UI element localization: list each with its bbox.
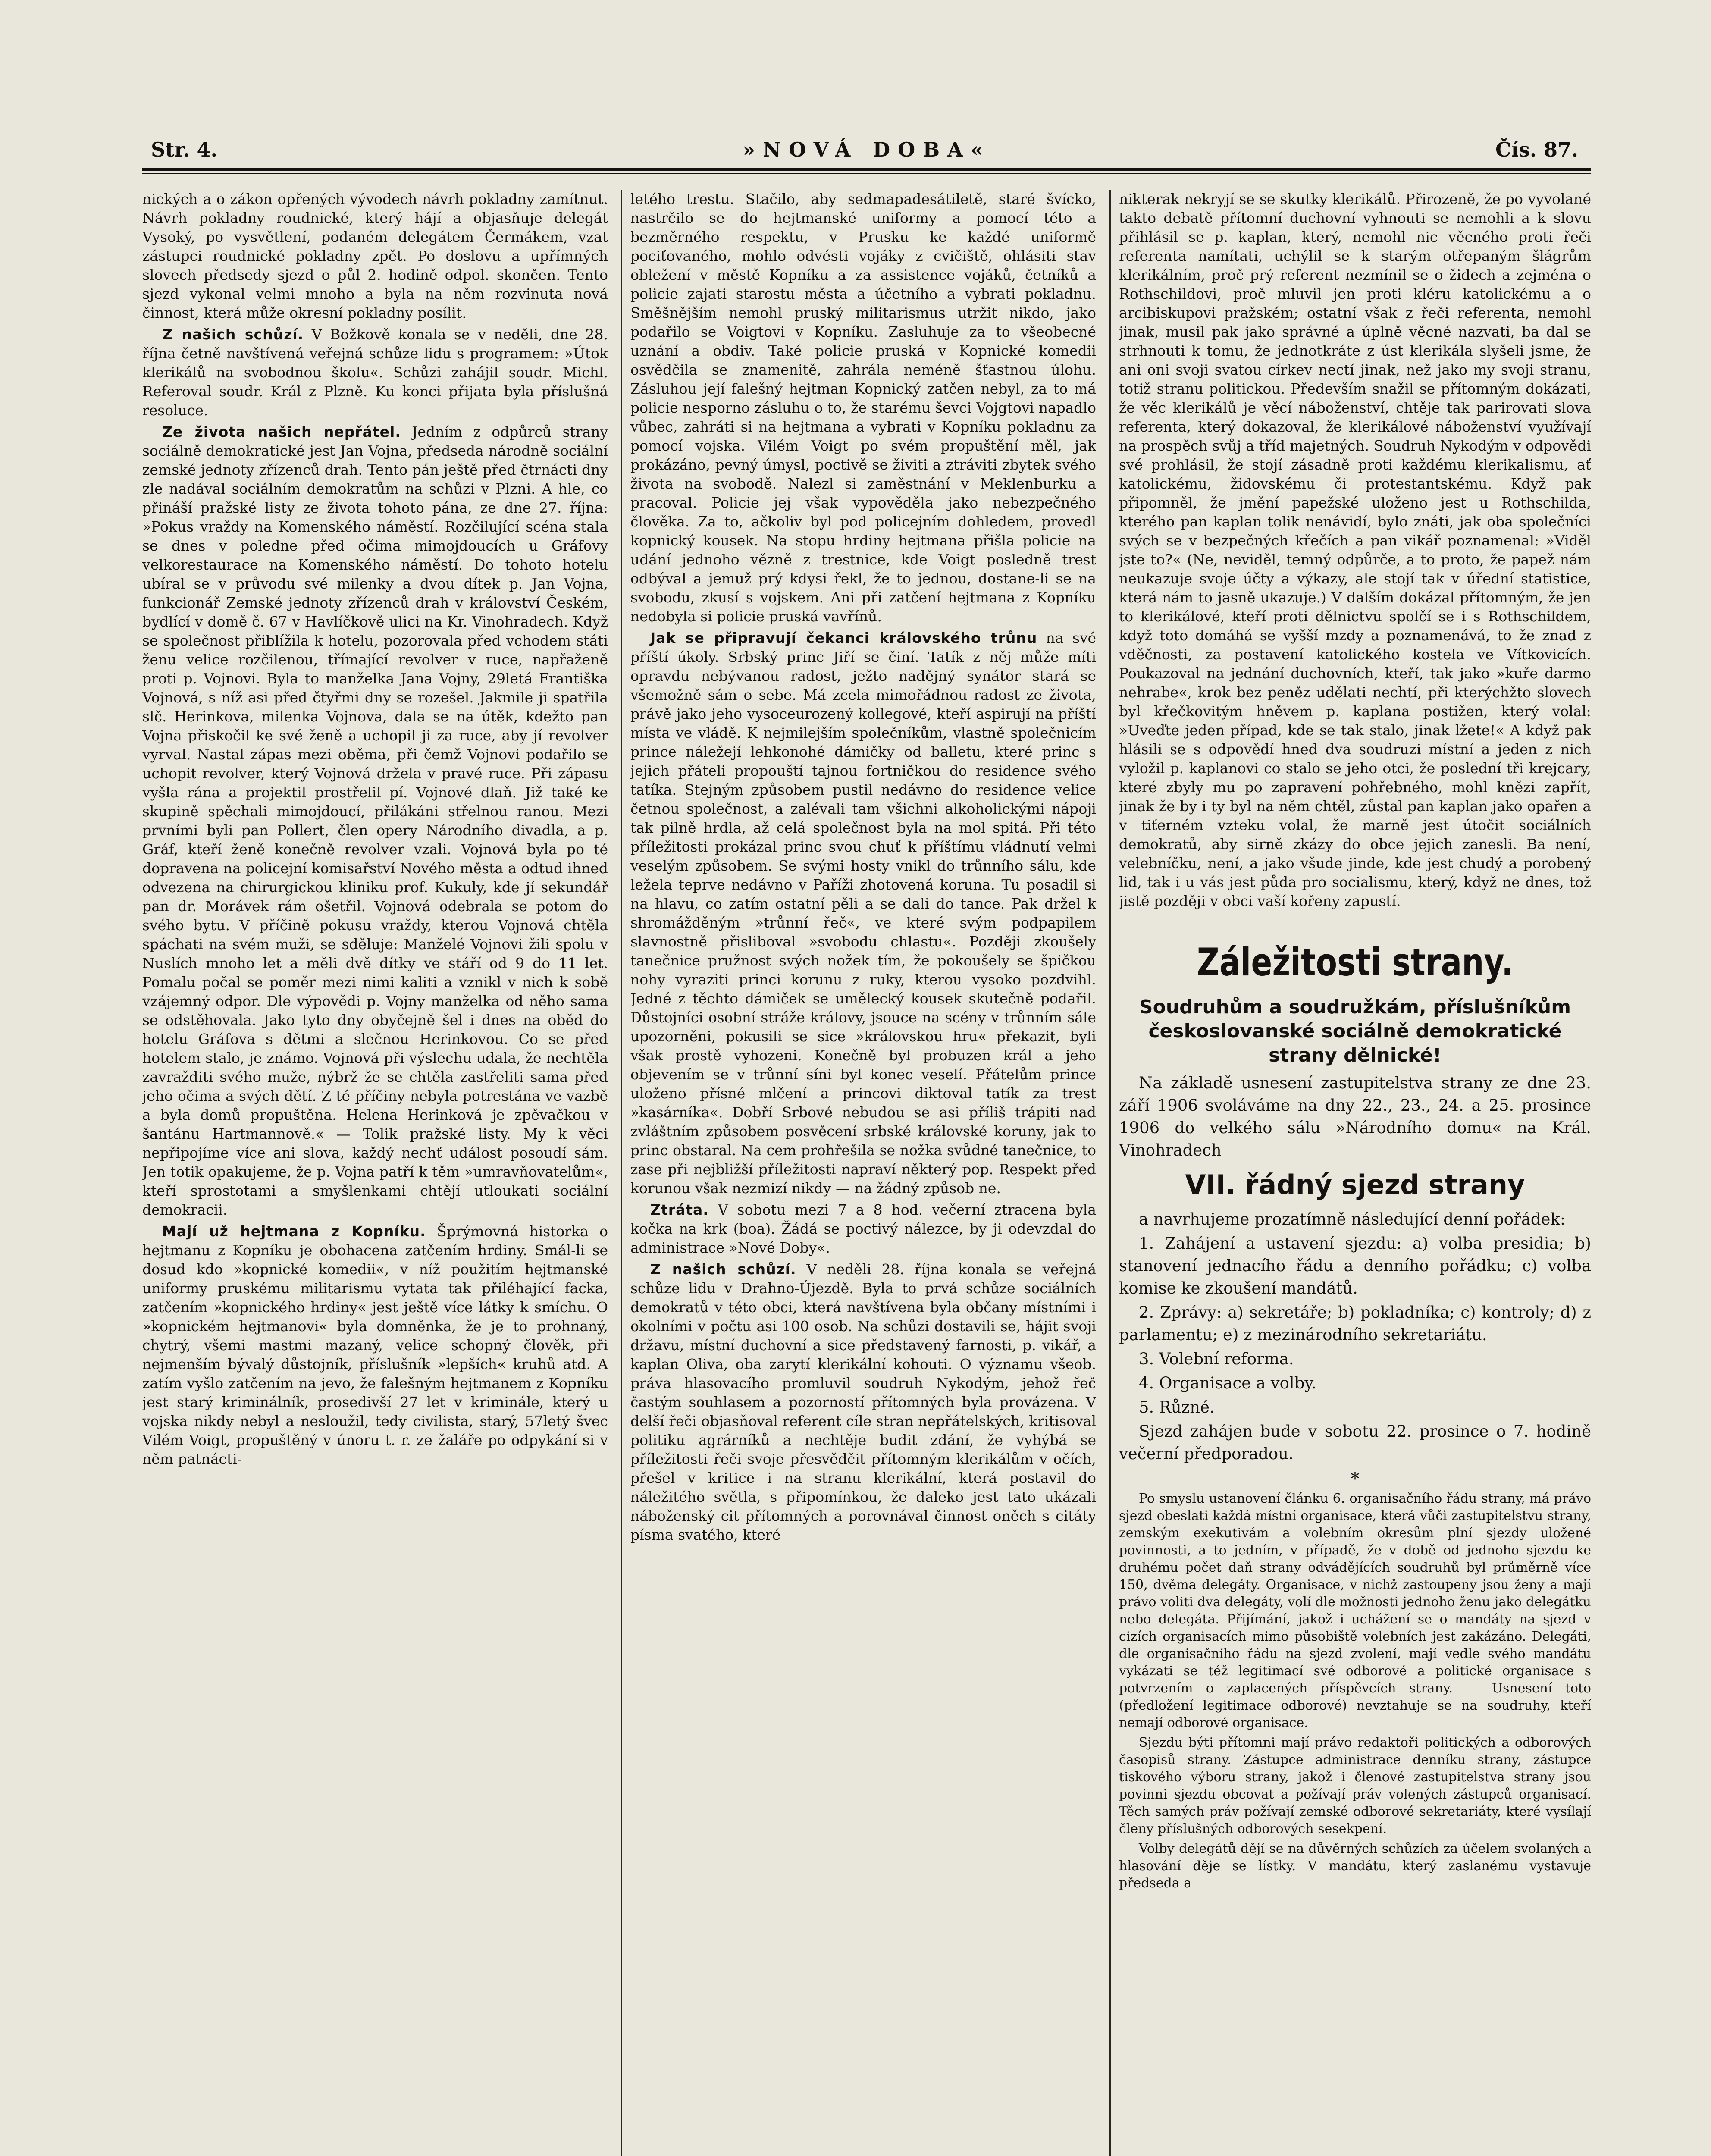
announcement-text: Na základě usnesení zastupitelstva strany ze dne 23. září 1906 svoláváme na dny 22., 23., 24. a 25. prosince 1906 do velkého sálu »Národního domu« na Král. Vinohradech	[1119, 1074, 1591, 1159]
article-heading: Z našich schůzí.	[650, 1261, 796, 1278]
agenda-item: 3. Volební reforma.	[1139, 1350, 1294, 1368]
column-1	[142, 190, 608, 2156]
agenda-item: 4. Organisace a volby.	[1139, 1374, 1317, 1392]
header-rule-thin	[142, 173, 1591, 174]
article-paragraph	[630, 1200, 1096, 1257]
appeal-heading: Soudruhům a soudružkám, příslušníkům českoslovanské sociálně demokratické strany dělnické!	[1139, 996, 1571, 1066]
article-heading: Jak se připravují čekanci královského trůnu	[650, 630, 1037, 646]
article-text: Jedním z odpůrců strany sociálně demokratické jest Jan Vojna, předseda národně sociální zemské jednoty zřízenců drah. Tento pán ještě před čtrnácti dny zle nadával sociálním demokratům na schůzi v Plzni. A hle, co přináší pražské listy ze života tohoto pána, ze dne 27. října: »Pokus vraždy na Komenského náměstí. Rozčilující scéna stala se dnes v poledne před očima mimojdoucích u Gráfovy velkorestaurace na Komenského náměstí. Do tohoto hotelu ubíral se v průvodu své milenky a dvou dítek p. Jan Vojna, funkcionář Zemské jednoty zřízenců drah v království Českém, bydlící v domě č. 67 v Havlíčkově ulici na Kr. Vinohradech. Když se společnost přiblížila k hotelu, pozorovala před vchodem státi ženu velice rozčilenou, třímající revolver v ruce, napřaženě proti p. Vojnovi. Byla to manželka Jana Vojny, 29letá Františka Vojnová, s níž asi před čtyřmi dny se rozešel. Jakmile ji spatřila slč. Herinkova, milenka Vojnova, dala se na útěk, kdežto pan Vojna přiskočil ke své ženě a uchopil ji za ruce, aby jí revolver vyrval. Nastal zápas mezi oběma, při čemž Vojnovi podařilo se uchopit revolver, který Vojnová držela v pravé ruce. Při zápasu vyšla rána a projektil prostřelil pí. Vojnové dlaň. Již také ke skupině spěchali mimojdoucí, přilákáni střelnou ranou. Mezi prvními byli pan Pollert, člen opery Národního divadla, a p. Gráf, kteří ženě konečně revolver vzali. Vojnová byla po té dopravena na policejní komisařství Nového města a odtud ihned odvezena na chirurgickou kliniku prof. Kukuly, kde jí sekundář pan dr. Morávek rám ošetřil. Vojnová odebrala se potom do svého bytu. V příčině pokusu vraždy, kterou Vojnová chtěla spáchati na svém muži, se sděluje: Manželé Vojnovi žili spolu v Nuslích mnoho let a měli dvě dítky ve stáří od 9 do 11 let. Pomalu počal se poměr mezi nimi kaliti a vznikl v nich k sobě vzájemný odpor. Dle výpovědi p. Vojny manželka od něho sama se odstěhovala. Jako tyto dny obyčejně šel i dnes na oběd do hotelu Gráfova s dětmi a slečnou Herinkovou. Co se před hotelem stalo, je známo. Vojnová při výslechu udala, že nechtěla zavražditi svého muže, nýbrž že se chtěla zastřeliti sama před jeho očima a svých dětí. Z té příčiny nebyla potrestána ve vazbě a byla domů propuštěna. Helena Herinková je zpěvačkou v šantánu Hartmannově.« — Tolik pražské listy. My k věci nepřipojíme více ani slova, každý nechť událost posoudí sám. Jen totik opakujeme, že p. Vojna patří k těm »umravňovatelům«, kteří sprostotami a smyšlenkami chtějí utloukati sociální demokracii.	[142, 423, 608, 1218]
page-header	[142, 138, 1591, 168]
congress-announcement	[1119, 1072, 1591, 1465]
article-text: V sobotu mezi 7 a 8 hod. večerní ztracena byla kočka na krk (boa). Žádá se poctivý nálezce, by ji odevzdal do administrace »Nové Doby«.	[630, 1201, 1096, 1256]
rules-paragraph: Po smyslu ustanovení článku 6. organisačního řádu strany, má právo sjezd obeslati každá místní organisace, která vůči zastupitelstvu strany, zemským exekutivám a volebním okresům plní sjezdy uložené povinnosti, a to jedním, v případě, že v době od jednoho sjezdu ke druhému počet daň strany odvádějících soudruhů byl průměrně více 150, dvěma delegáty. Organisace, v nichž zastoupeny jsou ženy a mají právo voliti dva delegáty, volí dle možnosti jednoho ženu jako delegátku nebo delegáta. Přijímání, jakož i uchážení se o mandáty na sjezd v cizích organisacích mimo působiště volebních jest zakázáno. Delegáti, dle organisačního řádu na sjezd zvolení, mají vedle svého mandátu vykázati se též legitimací své odborové a politické organisace s potvrzením o zaplacených příspěvcích strany. — Usnesení toto (předložení legitimace odborové) nevztahuje se na soudruhy, kteří nemají odborové organisace.	[1119, 1491, 1591, 1730]
newspaper-title: »NOVÁ DOBA«	[743, 138, 991, 161]
column-2	[630, 190, 1096, 2156]
article-paragraph	[142, 423, 608, 1219]
article-text: V Božkově konala se v neděli, dne 28. října četně navštívená veřejná schůze lidu s programem: »Útok klerikálů na svobodnou školu«. Schůzi zahájil soudr. Michl. Referoval soudr. Král z Plzně. Ku konci přijata byla příslušná resoluce.	[142, 326, 608, 419]
column-divider	[621, 190, 622, 2156]
congress-title: VII. řádný sjezd strany	[1185, 1169, 1525, 1200]
article-heading: Z našich schůzí.	[162, 326, 304, 343]
announcement-text: Sjezd zahájen bude v sobotu 22. prosince o 7. hodině večerní předporadou.	[1119, 1422, 1591, 1463]
rules-paragraph: Volby delegátů dějí se na důvěrných schůzích za účelem svolaných a hlasování děje se lístky. V mandátu, který zaslanému vystavuje předseda a	[1119, 1841, 1591, 1891]
issue-number: Čís. 87.	[1495, 138, 1578, 161]
article-text: nických a o zákon opřených vývodech návrh pokladny zamítnut. Návrh pokladny roudnické, který hájí a objasňuje delegát Vysoký, po vysvětlení, podaném delegátem Čermákem, vzat zástupci roudnické pokladny zpět. Po doslovu a upřímných slovech předsedy sjezd o půl 2. hodině odpol. skončen. Tento sjezd vykonal velmi mnoho a byla na něm rozvinuta nová činnost, která může okresní pokladny posílit.	[142, 191, 608, 321]
article-text: Šprýmovná historka o hejtmanu z Kopníku je obohacena zatčením hrdiny. Smál-li se dosud kdo »kopnické komedii«, v níž použitím hejtmanské uniformy pruskému militarismu vytata tak přiléhající facka, zatčením »kopnického hrdiny« jest ještě více látky k smíchu. O »kopnickém hejtmanovi« byla domněnka, že je to prohnaný, chytrý, všemi mastmi mazaný, velice schopný člověk, při nejmenším bývalý důstojník, příslušník »lepších« kruhů atd. A zatím vyšlo zatčením na jevo, že falešným hejtmanem z Kopníku jest starý kriminálník, prosedivší 27 let v kriminále, který u vojska nikdy nebyl a nesloužil, tedy civilista, starý, 57letý švec Vilém Voigt, propuštěný v únoru t. r. ze žaláře po odpykání si v něm patnácti-	[142, 1223, 608, 1467]
article-text: nikterak nekryjí se se skutky klerikálů. Přirozeně, že po vyvolané takto debatě přítomní duchovní vyhnouti se nemohli a k slovu přihlásil se p. kaplan, který, nemohl nic věcného proti řeči referenta namítati, uchýlil se k starým otřepaným šlágrům klerikálním, proč prý referent nezmínil se o židech a zejména o Rothschildovi, proč mluvil jen proti kléru katolickému a o arcibiskupovi pražském; ostatní však z řeči referenta, nemohl jinak, musil pak jako správné a úplně věcné nazvati, ba dal se strhnouti k tomu, že jednotkráte z úst klerikála slyšeli jsme, že ani oni svoji svatou církev nectí jinak, než jako my svoji stranu, totiž stranu politickou. Především snažil se přítomným dokázati, že věc klerikálů je věcí náboženství, chtěje tak parirovati slova referenta, který dokazoval, že klerikálové náboženství využívají na prospěch svůj a tříd majetných. Soudruh Nykodým v odpovědi své prohlásil, že stojí zásadně proti každému klerikalismu, ať katolickému, židovskému či protestantskému. Když pak připomněl, že jmění papežské uloženo jest u Rothschilda, kterého pan kaplan tolik nenávidí, bylo znáti, jak oba společníci svých se v bezpečných křečích a pan vikář poznamenal: »Viděl jste to?« (Ne, neviděl, temný odpůrče, a to proto, že papež nám neukazuje svoje účty a výkazy, ale stojí tak v úřední statistice, která nám to jasně ukazuje.) V dalším dokázal přítomným, že jen to klerikálové, kteří proti dělnictvu spolčí se i s Rothschildem, když toto domáhá se vyšší mzdy a poznamenává, to že znad z vděčnosti, za postavení katolického kostela ve Vítkovicích. Poukazoval na jednání duchovních, kteří, tak jako »kuře darmo nehrabe«, krok bez peněz udělati nechtí, při kterýchžto slovech byl křečkovitým hněvem p. kaplana postižen, který volal: »Uveďte jeden případ, kde se tak stalo, jinak lžete!« A když pak hlásili se s odpovědí hned dva soudruzi místní a jeden z nich vyložil p. kaplanovi co stalo se jeho otci, že poslední tři krejcary, které zbyly mu po zapravení pohřebného, mohl knězi zapřít, jinak že by i ty byl na něm chtěl, zůstal pan kaplan jako opařen a v tiťerném vzteku volal, že marně jest útočit sociálních demokratů, aby sirně zkázy do obce jejich zanesli. Ba není, velebníčku, není, a jako všude jinde, kde jest chudý a porobený lid, tak i u vás jest půda pro socialismu, který, když ne dnes, tož jistě později v obci vaší kořeny zapustí.	[1119, 191, 1591, 909]
rules-text	[1119, 1490, 1591, 1892]
article-text: V neděli 28. října konala se veřejná schůze lidu v Drahno-Újezdě. Byla to prvá schůze sociálních demokratů v této obci, která navštívena byla občany místními i okolními v počtu asi 100 osob. Na schůzi dostavili se, hájit svoji državu, místní duchovní a sice představený farnosti, p. vikář, a kaplan Oliva, oba zarytí klerikální kohouti. O významu všeob. práva hlasovacího promluvil soudruh Nykodým, jehož řeč častým souhlasem a pozorností přítomných byla provázena. V delší řeči objasňoval referent cíle stran nepřátelských, kritisoval politiku agrárníků a nechtěje budit zdání, že vyhýbá se příležitosti řeči svoje přesvědčit přítomným klerikálům v očích, přešel v kritice i na stranu klerikální, která postavil do náležitého světla, s připomínkou, že daleko jest tato ukázali náboženský cit přítomných a porovnával činnost oněch s citáty písma svatého, které	[630, 1261, 1096, 1543]
article-heading: Ze života našich nepřátel.	[162, 423, 401, 440]
agenda-item: 2. Zprávy: a) sekretáře; b) pokladníka; c) kontroly; d) z parlamentu; e) z mezinárodního sekretariátu.	[1119, 1303, 1591, 1344]
article-paragraph	[142, 1222, 608, 1469]
agenda-item: 5. Různé.	[1139, 1398, 1215, 1416]
article-heading: Mají už hejtmana z Kopníku.	[162, 1223, 426, 1240]
article-paragraph	[630, 629, 1096, 1198]
header-rule	[142, 168, 1591, 171]
article-paragraph	[142, 325, 608, 420]
separator-star: *	[1351, 1469, 1360, 1489]
column-divider	[1109, 190, 1111, 2156]
article-text: na své příští úkoly. Srbský princ Jiří se činí. Tatík z něj může míti opravdu nebývanou radost, ježto nadějný synátor stará se všemožně sám o sebe. Má zcela mimořádnou radost ze života, právě jako jeho vysoceurozený kollegové, kteří aspirují na příští místa ve vládě. K nejmilejším společníkům, vlastně společnicím prince náležejí lehkonohé dámičky od balletu, které princ s jejich přáteli propouští tajnou fortničkou do residence svého tatíka. Stejným způsobem pustil nedávno do residence velice četnou společnost, a zalévali tam všichni alkoholickými nápoji tak pilně hrdla, až celá společnost byla na mol spitá. Při této příležitosti prokázal princ svou chuť k příštímu vládnutí velmi veselým způsobem. Se svými hosty vnikl do trůnního sálu, kde ležela teprve nedávno v Paříži zhotovená koruna. Tu posadil si na hlavu, co zatím ostatní pěli a se dali do tance. Pak držel k shromážděným »trůnní řeč«, ve které svým podpapilem slavnostně přisliboval »svobodu chlastu«. Později zkoušely tanečnice pružnost svých nožek tím, že pokoušely se špičkou nohy vyraziti princi korunu z ruky, kterou vysoko pozdvihl. Jedné z těchto dámiček se umělecký kousek skutečně podařil. Důstojníci osobní stráže královy, jsouce na scény v trůnním sále upozorněni, pokusili se sice »královskou hru« překazit, byli však prostě vyhozeni. Konečně byl probuzen král a jeho objevením se v trůnní síni byl konec veselí. Přátelům prince uloženo přísné mlčení a princovi diktoval tatík za trest »kasárníka«. Dobří Srbové nebudou se asi příliš trápiti nad zvláštním způsobem posvěcení srbské královské koruny, jak to princ obstaral. Na cem prohřešila se nožka svůdné tanečnice, to zase při nejbližší příležitosti napraví některý pop. Respekt před korunou však nezmizí nikdy — na žádný způsob ne.	[630, 630, 1096, 1197]
announcement-text: a navrhujeme prozatímně následující denní pořádek:	[1139, 1210, 1566, 1228]
agenda-item: 1. Zahájení a ustavení sjezdu: a) volba presidia; b) stanovení jednacího řádu a denního pořádku; c) volba komise ke zkoušení mandátů.	[1119, 1234, 1591, 1297]
page-number: Str. 4.	[151, 138, 218, 161]
newspaper-page	[142, 125, 1591, 2156]
article-text: letého trestu. Stačilo, aby sedmapadesátiletě, staré švícko, nastrčilo se do hejtmanské uniformy a pomocí této a bezměrného respektu, v Prusku ke každé uniformě pociťovaného, mohlo odvésti vojáky z cvičiště, ohlásiti stav obležení v městě Kopníku a za assistence vojáků, četníků a policie zajati starostu města a účetního a vybrati pokladnu. Směšnějším nemohl pruský militarismus utržit nikdo, jako podařilo se Voigtovi v Kopníku. Zasluhuje za to všeobecné uznání a obdiv. Také policie pruská v Kopnické komedii osvědčila se znamenitě, zahrála neméně šťastnou úlohu. Zásluhou její falešný hejtman Kopnický zatčen nebyl, za to má policie nesporno zásluhu o to, že starému ševci Vojgtovi napadlo vůbec, zahráti si na hejtmana a vybrati v Kopníku pokladnu za pomocí vojska. Vilém Voigt po svém propuštění měl, jak prokázáno, pevný úmysl, poctivě se živiti a ztráviti zbytek svého života na svobodě. Nalezl si zaměstnání v Meklenburku a pracoval. Policie jej však vypověděla jako nebezpečného člověka. Za to, ačkoliv byl pod policejním dohledem, provedl kopnický kousek. Na stopu hrdiny hejtmana přišla policie na udání jednoho vězně z trestnice, kde Voigt posledně trest odbýval a jemuž prý kdysi řekl, že to jednou, dostane-li se na svobodu, zkusí s vojskem. Ani při zatčení hejtmana z Kopníku nedobyla si policie pruská vavřínů.	[630, 191, 1096, 625]
article-heading: Ztráta.	[650, 1201, 709, 1218]
article-paragraph	[630, 1260, 1096, 1545]
section-title: Záležitosti strany.	[1197, 940, 1514, 984]
rules-paragraph: Sjezdu býti přítomni mají právo redaktoři politických a odborových časopisů strany. Zástupce administrace denníku strany, zástupce tiskového výboru strany, jakož i členové zastupitelstva strany jsou povinni sjezdu obcovat a požívají práv volených zástupců organisací. Těch samých práv požívají zemské odborové sekretariáty, které vysílají členy příslušných odborových sesekpení.	[1119, 1735, 1591, 1836]
column-3	[1119, 190, 1591, 2156]
